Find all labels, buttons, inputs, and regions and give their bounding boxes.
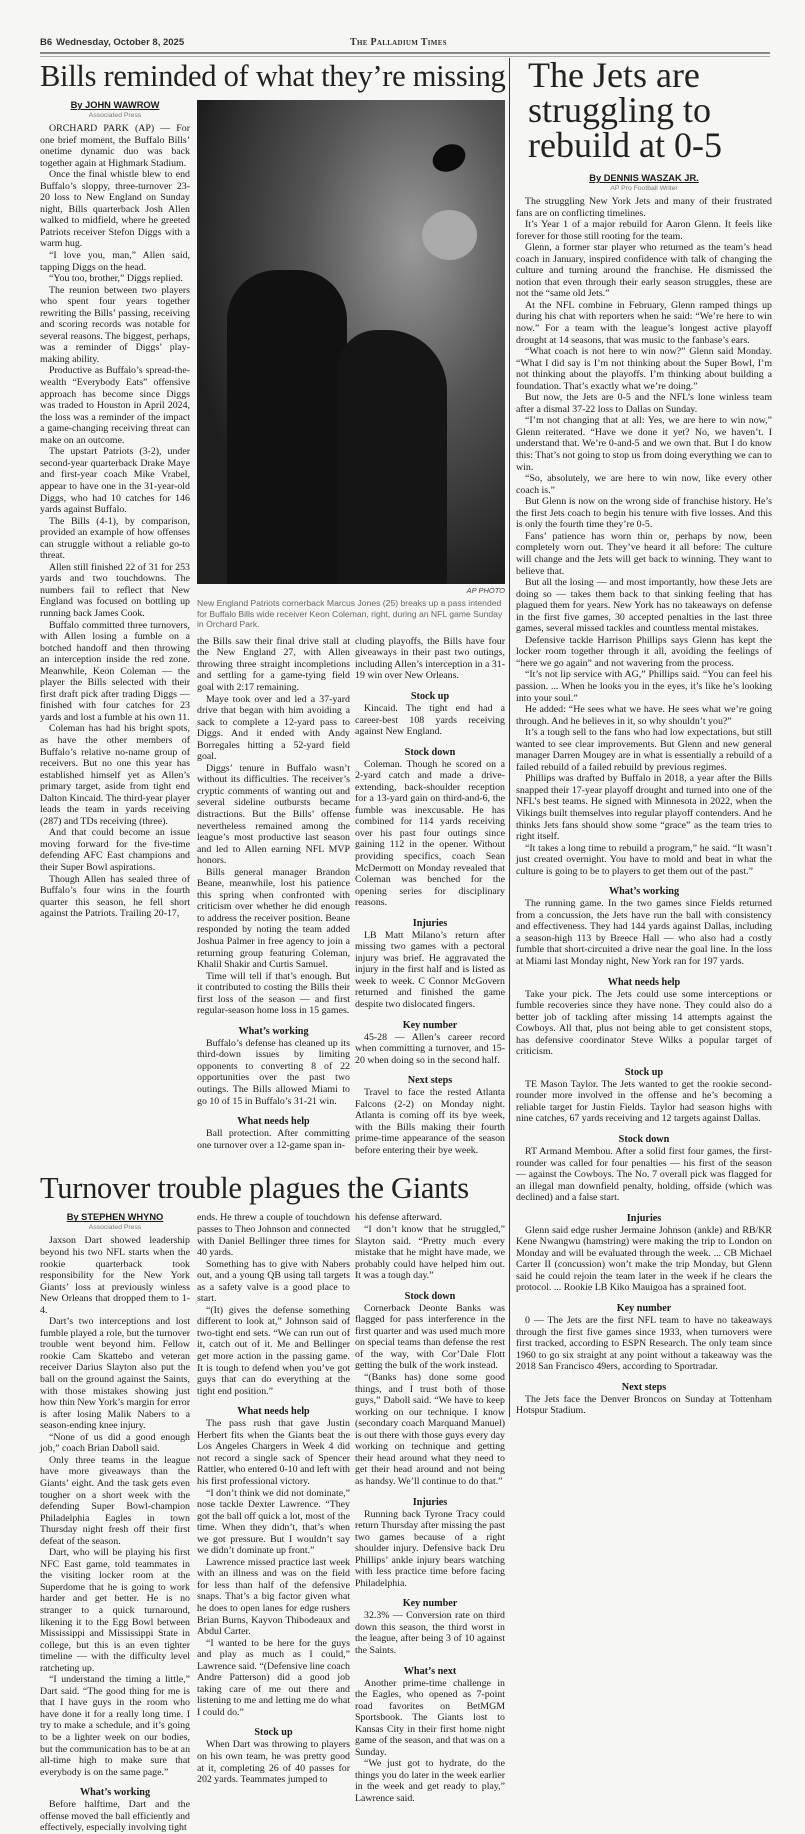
article-paragraph: But now, the Jets are 0-5 and the NFL’s lone winless team after a dismal 37-22 loss to Dallas on Sunday. <box>516 392 772 415</box>
section-subhead: Key number <box>402 1598 458 1610</box>
section-subhead: Next steps <box>621 1381 667 1393</box>
jets-article <box>509 55 772 1417</box>
article-paragraph: Coleman has had his bright spots, as have the other members of Buffalo’s relative no-name group of receivers. But no one this year has established himself yet as Allen’s primary target, aside from tight end Dalton Kincaid. The third-year player leads the team in yards receiving (287) and TDs receiving (three). <box>40 723 190 827</box>
bills-byline: By JOHN WAWROW <box>70 100 160 110</box>
article-paragraph: But all the losing — and most importantly, how these Jets are doing so — takes them back to that sinking feeling that has plagued them for years. New York has no takeaways on defense in the first five games, 30 accepted penalties in the last three games, several missed tackles and countless mental mistakes. <box>516 577 772 635</box>
article-paragraph: Fans’ patience has worn thin or, perhaps by now, been completely worn out. They’ve heard it all before: The culture will change and the Jets will get back to winning. They want to believe that. <box>516 530 772 577</box>
section-subhead: Stock up <box>624 1066 664 1078</box>
article-paragraph: Take your pick. The Jets could use some interceptions or fumble recoveries since they have none. They could also do a better job of tackling after missing 14 attempts against the Cowboys. All that, plus not being able to get consistent stops, has defensive coordinator Steve Wilks a popular target of criticism. <box>516 988 772 1058</box>
bills-column-2 <box>197 636 350 1151</box>
section-subhead: Key number <box>402 1019 458 1031</box>
giants-article <box>40 1212 505 1833</box>
article-paragraph: 32.3% — Conversion rate on third down this season, the third worst in the league, after being 3 of 10 against the Saints. <box>355 1610 505 1656</box>
article-paragraph: “None of us did a good enough job,” coach Brian Daboll said. <box>40 1431 190 1455</box>
article-paragraph: Lawrence missed practice last week with an illness and was on the field for less than half of the defensive snaps. That’s a big factor given what he does to open lanes for edge rushers Brian Burns, Kayvon Thibodeaux and Abdul Carter. <box>197 1556 350 1638</box>
article-paragraph: At the NFL combine in February, Glenn ramped things up during his chat with reporters when he said: “We’re here to win now.” For a team with the league’s longest active playoff drought at 14 seasons, that was music to the fanbase’s ears. <box>516 299 772 346</box>
section-subhead: Stock up <box>410 690 450 702</box>
article-paragraph: Glenn said edge rusher Jermaine Johnson (ankle) and RB/KR Kene Nwangwu (hamstring) were making the trip to London on Monday and will be evaluated through the week. ... CB Michael Carter II (concussion) won’t make the trip Monday, but Glenn said he could rejoin the team later in the week if he clears the protocol. ... Rookie LB Kiko Mauigoa has a sprained foot. <box>516 1224 772 1294</box>
article-paragraph: “What coach is not here to win now?” Glenn said Monday. “What I did say is I’m not thinking about the Super Bowl, I’m not thinking about the playoffs. I’m thinking about building a foundation. That’s exactly what we’re doing.” <box>516 346 772 392</box>
section-subhead: What needs help <box>237 1116 310 1128</box>
photo-credit: AP PHOTO <box>466 586 505 595</box>
bills-column-1 <box>40 100 190 920</box>
masthead: The Palladium Times <box>350 37 447 48</box>
jets-headline: The Jets are struggling to rebuild at 0-5 <box>528 55 722 165</box>
bills-column-3 <box>355 636 505 1157</box>
page-number: B6 <box>40 37 53 48</box>
article-paragraph: “We just got to hydrate, do the things you do later in the week earlier in the week and get ready to play,” Lawrence said. <box>355 1758 505 1804</box>
section-subhead: Injuries <box>412 917 448 929</box>
article-paragraph: “You too, brother,” Diggs replied. <box>49 273 183 285</box>
article-paragraph: Running back Tyrone Tracy could return Thursday after missing the past two games because of a right shoulder injury. Defensive back Dru Phillips’ ankle injury bears watching with less practice time before facing Philadelphia. <box>355 1508 505 1589</box>
photo-player-21 <box>227 270 347 584</box>
section-subhead: What needs help <box>237 1406 310 1418</box>
article-paragraph: “So, absolutely, we are here to win now, like every other coach is.” <box>516 473 772 496</box>
article-paragraph: ends. He threw a couple of touchdown passes to Theo Johnson and connected with Daniel Bellinger three times for 40 yards. <box>197 1212 350 1259</box>
jets-byline: By DENNIS WASZAK JR. <box>589 173 699 183</box>
article-paragraph: “It takes a long time to rebuild a program,” he said. “It wasn’t just created overnight. You have to mold and beat in what the culture is going to be to players to get them out of the past.” <box>516 842 772 877</box>
bills-lower-columns <box>197 636 505 1157</box>
article-paragraph: Before halftime, Dart and the offense moved the ball efficiently and effectively, especially involving tight <box>40 1799 190 1834</box>
article-paragraph: The Jets face the Denver Broncos on Sunday at Tottenham Hotspur Stadium. <box>516 1393 772 1417</box>
page-layout <box>40 55 772 1834</box>
article-paragraph: The upstart Patriots (3-2), under second-year quarterback Drake Maye and first-year coach Mike Vrabel, appear to have one in the 31-year-old Diggs, who had 10 catches for 146 yards against Buffalo. <box>40 446 190 516</box>
photo-player-25 <box>337 330 447 584</box>
section-subhead: Stock up <box>254 1727 293 1739</box>
section-subhead: What’s working <box>79 1787 151 1799</box>
article-paragraph: “It’s not lip service with AG,” Phillips said. “You can feel his passion. ... When he looks you in the eyes, it’s like he’s looking into your soul.” <box>516 669 772 704</box>
article-paragraph: He added: “He sees what we have. He sees what we’re going through. And he believes in it, so why shouldn’t you?” <box>516 704 772 727</box>
issue-date: Wednesday, October 8, 2025 <box>56 37 185 48</box>
article-paragraph: Ball protection. After committing one turnover over a 12-game span in- <box>197 1128 350 1151</box>
article-paragraph: The Bills (4-1), by comparison, provided an example of how offenses can struggle without a reliable go-to threat. <box>40 515 190 562</box>
article-paragraph: It’s a tough sell to the fans who had low expectations, but still wanted to see clear improvements. But Glenn and new general manager Darren Mougey are in what is essentially a rebuild of a failed rebuild of a failed rebuild by previous regimes. <box>516 727 772 773</box>
article-paragraph: Buffalo’s defense has cleaned up its third-down issues by limiting opponents to converting 8 of 22 opportunities over the past two outings. The Bills allowed Miami to go 10 of 15 in Buffalo’s 31-21 win. <box>197 1037 350 1107</box>
article-paragraph: It’s Year 1 of a major rebuild for Aaron Glenn. It feels like forever for those still rooting for the team. <box>516 219 772 242</box>
article-paragraph: Cornerback Deonte Banks was flagged for pass interference in the first quarter and was used much more on special teams than defense the rest of the way, with Cor’Dale Flott getting the bulk of the work instead. <box>355 1302 505 1372</box>
game-photo <box>197 100 505 584</box>
bills-photo-area <box>197 100 505 1156</box>
article-paragraph: TE Mason Taylor. The Jets wanted to get the rookie second-rounder more involved in the offense and he’s becoming a reliable target for Justin Fields. Taylor had season highs with nine catches, 67 yards receiving and 12 targets against Dallas. <box>516 1078 772 1125</box>
section-subhead: What needs help <box>607 976 681 988</box>
article-paragraph: Travel to face the rested Atlanta Falcons (2-2) on Monday night. Atlanta is coming off its bye week, with the Bills making their fourth prime-time appearance of the season before entering their bye week. <box>355 1087 505 1156</box>
jets-column <box>516 173 772 1417</box>
left-section <box>40 58 505 1834</box>
article-paragraph: “(Banks has) done some good things, and I trust both of those guys,” Daboll said. “We have to keep working on our technique. I know (secondary coach Marquand Manuel) is out there with those guys every day working on technique and getting their head around what they need to get their head around and not being as handsy. We’ll continue to do that.” <box>355 1372 505 1487</box>
section-subhead: Next steps <box>407 1075 453 1087</box>
article-paragraph: Allen still finished 22 of 31 for 253 yards and two touchdowns. The numbers fail to reflect that New England was focused on bottling up running back James Cook. <box>40 561 190 619</box>
giants-headline: Turnover trouble plagues the Giants <box>40 1171 469 1206</box>
giants-column-2 <box>197 1212 350 1785</box>
article-paragraph: The reunion between two players who spent four years together rewriting the Bills’ passing, receiving and scoring records was notable for several reasons. The biggest, perhaps, was a reminder of Diggs’ play-making ability. <box>40 284 190 365</box>
article-paragraph: “I’m not changing that at all: Yes, we are here to win now,” Glenn reiterated. “Have we done it yet? No, we haven’t. I understand that. We’re 0-and-5 and we own that. But I do know this: That’s not going to stop us from doing everything we can to win. <box>516 415 772 473</box>
bills-credit: Associated Press <box>88 112 142 119</box>
section-subhead: What’s working <box>238 1025 309 1037</box>
article-paragraph: Dart’s two interceptions and lost fumble played a role, but the turnover trouble went beyond him. Fellow rookie Cam Skattebo and veteran receiver Darius Slayton also put the ball on the ground against the Saints, with those mistakes showing just how thin New York’s margin for error is after losing Malik Nabers to a season-ending knee injury. <box>40 1316 190 1432</box>
article-paragraph: Another prime-time challenge in the Eagles, who opened as 7-point road favorites on BetMGM Sportsbook. The Giants lost to Kansas City in their first home night game of the season, and that was on a Sunday. <box>355 1677 505 1758</box>
section-subhead: Stock down <box>404 746 456 758</box>
section-subhead: Stock down <box>404 1290 456 1302</box>
bills-headline: Bills reminded of what they’re missing <box>40 59 506 93</box>
article-paragraph: Kincaid. The tight end had a career-best 108 yards receiving against New England. <box>355 702 505 738</box>
article-paragraph: “I understand the timing a little,” Dart said. “The good thing for me is that I have guys in the room who have done it for a really long time. I try to make a schedule, and it’s going to be a lighter week on our bodies, but the communication has to be at an all-time high to make sure that everybody is on the same page.” <box>40 1674 191 1778</box>
photo-football <box>428 139 470 177</box>
article-paragraph: Defensive tackle Harrison Phillips says Glenn has kept the locker room together through it all, avoiding the feelings of “here we go again” and not wavering from the process. <box>516 634 772 669</box>
article-paragraph: Coleman. Though he scored on a 2-yard catch and made a drive-extending, back-shoulder reception for a 13-yard gain on third-and-6, the fumble was inexcusable. He has combined for 114 yards receiving over his past four outings since gaining 112 in the opener. Without providing specifics, coach Sean McDermott on Monday revealed that Coleman was benched for the opening series for disciplinary reasons. <box>355 758 505 909</box>
section-subhead: What’s next <box>403 1665 457 1677</box>
article-paragraph: When Dart was throwing to players on his own team, he was pretty good at it, completing 26 of 40 passes for 202 yards. Teammates jumped to <box>197 1739 350 1786</box>
article-paragraph: “I love you, man,” Allen said, tapping Diggs on the head. <box>40 250 190 273</box>
article-paragraph: Though Allen has sealed three of Buffalo’s four wins in the fourth quarter this season, he fell short against the Patriots. Trailing 20-17, <box>40 873 190 920</box>
giants-col1-body <box>40 1235 190 1833</box>
giants-byline: By STEPHEN WHYNO <box>66 1212 164 1223</box>
article-paragraph: “I wanted to be here for the guys and play as much as I could,” Lawrence said. “(Defensive line coach Andre Patterson) did a good job taking care of me out there and listening to me and letting me do what I could do.” <box>197 1637 350 1718</box>
article-paragraph: “(It) gives the defense something different to look at,” Johnson said of two-tight end sets. “We can run out of it, catch out of it. Me and Bellinger get more action in the passing game. It is tough to defend when you’ve got guys that can do everything at the tight end position.” <box>197 1304 350 1397</box>
section-subhead: Injuries <box>412 1496 448 1508</box>
article-paragraph: Diggs’ tenure in Buffalo wasn’t without its difficulties. The receiver’s cryptic comments of wanting out and several sideline outbursts became distractions. But the Bills’ offense nevertheless remained among the league’s most productive last season and led to Allen earning NFL MVP honors. <box>197 762 350 867</box>
article-paragraph: Time will tell if that’s enough. But it contributed to costing the Bills their first loss of the season — and first regular-season home loss in 15 games. <box>197 970 350 1017</box>
section-subhead: Key number <box>616 1303 672 1315</box>
photo-helmet <box>422 210 477 260</box>
article-paragraph: Dart, who will be playing his first NFC East game, told teammates in the visiting locker room at the Superdome that he is going to work harder and get better. He is no stranger to a quick turnaround, likening it to the Egg Bowl between Mississippi and Mississippi State in college, but this is an even tighter timeline — with the difficulty level ratcheting up. <box>40 1547 190 1674</box>
article-paragraph: Something has to give with Nabers out, and a young QB using tall targets as a safety valve is a good place to start. <box>197 1258 350 1305</box>
article-paragraph: Once the final whistle blew to end Buffalo’s sloppy, three-turnover 23-20 loss to New England on Sunday night, Bills quarterback Josh Allen walked to midfield, where he greeted Patriots receiver Stefon Diggs with a warm hug. <box>40 169 190 250</box>
section-subhead: Stock down <box>618 1134 670 1146</box>
section-subhead: Injuries <box>626 1212 662 1224</box>
article-paragraph: The struggling New York Jets and many of their frustrated fans are on conflicting timelines. <box>516 196 772 219</box>
page-header <box>40 37 184 48</box>
article-paragraph: 0 — The Jets are the first NFL team to have no takeaways through the first five games since 1933, when turnovers were first tracked, according to ESPN Research. The only team since 1960 to go six straight at any point without a takeaway was the 2018 San Francisco 49ers, according to Sportradar. <box>516 1315 772 1373</box>
article-paragraph: LB Matt Milano’s return after missing two games with a pectoral injury was brief. He aggravated the injury in the first half and is listed as week to week. C Connor McGovern returned and finished the game despite two dislocated fingers. <box>355 929 505 1010</box>
article-paragraph: Bills general manager Brandon Beane, meanwhile, lost his patience this spring when confronted with criticism over whether he did enough to address the receiver position. Beane responded by noting the team added Joshua Palmer in free agency to join a returning group featuring Coleman, Khalil Shakir and Curtis Samuel. <box>197 866 350 971</box>
giants-column-3 <box>355 1212 505 1804</box>
article-paragraph: But Glenn is now on the wrong side of franchise history. He’s the first Jets coach to begin his tenure with five losses. And this is only the fourth time they’re 0-5. <box>516 496 772 531</box>
article-paragraph: Phillips was drafted by Buffalo in 2018, a year after the Bills snapped their 17-year playoff drought and turned into one of the NFL’s best teams. He signed with Minnesota in 2022, when the Vikings built themselves into regular playoff contenders. And he thinks Jets fans should show some “grace” as the team tries to right itself. <box>516 773 772 843</box>
article-paragraph: Only three teams in the league have more giveaways than the Giants’ eight. And the task gets even tougher on a short week with the defending Super Bowl-champion Philadelphia Eagles in town Thursday night fresh off their first defeat of the season. <box>40 1454 190 1547</box>
article-paragraph: the Bills saw their final drive stall at the New England 27, with Allen throwing three straight incompletions and settling for a game-tying field goal with 2:17 remaining. <box>197 635 350 693</box>
photo-caption: New England Patriots cornerback Marcus Jones (25) breaks up a pass intended for Buffalo Bills wide receiver Keon Coleman, right, during an NFL game Sunday in Orchard Park. <box>197 598 503 630</box>
jets-body <box>516 196 772 1417</box>
article-paragraph: his defense afterward. <box>355 1212 442 1224</box>
article-paragraph: “I don’t think we did not dominate,” nose tackle Dexter Lawrence. “They got the ball off quick a lot, most of the time. When they didn’t, that’s when we got pressure. But I wouldn’t say we didn’t dominate up front.” <box>197 1487 350 1557</box>
bills-col1-body <box>40 123 190 920</box>
article-paragraph: ORCHARD PARK (AP) — For one brief moment, the Buffalo Bills’ onetime dynamic duo was back together again at Highmark Stadium. <box>40 123 190 169</box>
article-paragraph: “I don’t know that he struggled,” Slayton said. “Pretty much every mistake that he might have made, we probably could have helped him out. It was a tough day.” <box>355 1224 505 1282</box>
article-paragraph: Glenn, a former star player who returned as the team’s head coach in January, inspired confidence with talk of changing the culture and turning around the franchise. He dismissed the notion that even through their early season struggles, these are not the “same old Jets.” <box>516 242 772 300</box>
section-subhead: What’s working <box>608 886 680 898</box>
article-paragraph: Buffalo committed three turnovers, with Allen losing a fumble on a botched handoff and then throwing an interception inside the red zone. Meanwhile, Keon Coleman — the player the Bills selected with their first draft pick after trading Diggs — finished with four catches for 23 yards and lost a fumble at his own 11. <box>40 619 190 723</box>
bills-article <box>40 100 505 1156</box>
jets-credit: AP Pro Football Writer <box>610 185 678 192</box>
article-paragraph: 45-28 — Allen’s career record when committing a turnover, and 15-20 when doing so in the second half. <box>355 1031 505 1066</box>
article-paragraph: Productive as Buffalo’s spread-the-wealth “Everybody Eats” offensive approach has become since Diggs was traded to Houston in April 2024, the loss was a reminder of the impact a game-changing receiving threat can make on an outcome. <box>40 365 190 446</box>
article-paragraph: Maye took over and led a 37-yard drive that began with him avoiding a sack to complete a 12-yard pass to Diggs. And it ended with Andy Borregales hitting a 52-yard field goal. <box>197 693 350 763</box>
article-paragraph: RT Armand Membou. After a solid first four games, the first-rounder was called for four penalties — his first of the season — against the Cowboys. The No. 7 overall pick was flagged for an illegal man downfield penalty, holding, offside (which was declined) and a false start. <box>516 1146 772 1204</box>
article-paragraph: And that could become an issue moving forward for the five-time defending AFC East champions and their Super Bowl aspirations. <box>40 827 190 873</box>
article-paragraph: The running game. In the two games since Fields returned from a concussion, the Jets have run the ball with consistency and effectiveness. They had 144 yards against Dallas, including a season-high 113 by Breece Hall — who also had a costly fumble that short-circuited a drive near the goal line. In the loss at Miami last Monday night, New York ran for 197 yards. <box>516 898 772 967</box>
article-paragraph: Jaxson Dart showed leadership beyond his two NFL starts when the rookie quarterback took responsibility for the New York Giants’ loss at previously winless New Orleans that dropped them to 1-4. <box>40 1235 190 1316</box>
article-paragraph: The pass rush that gave Justin Herbert fits when the Giants beat the Los Angeles Chargers in Week 4 did not record a single sack of Spencer Rattler, who entered 0-10 and left with his first professional victory. <box>197 1418 350 1487</box>
giants-credit: Associated Press <box>88 1224 142 1232</box>
article-paragraph: cluding playoffs, the Bills have four giveaways in their past two outings, including Allen’s interception in a 31-19 win over New Orleans. <box>355 635 506 682</box>
giants-column-1 <box>40 1212 190 1833</box>
